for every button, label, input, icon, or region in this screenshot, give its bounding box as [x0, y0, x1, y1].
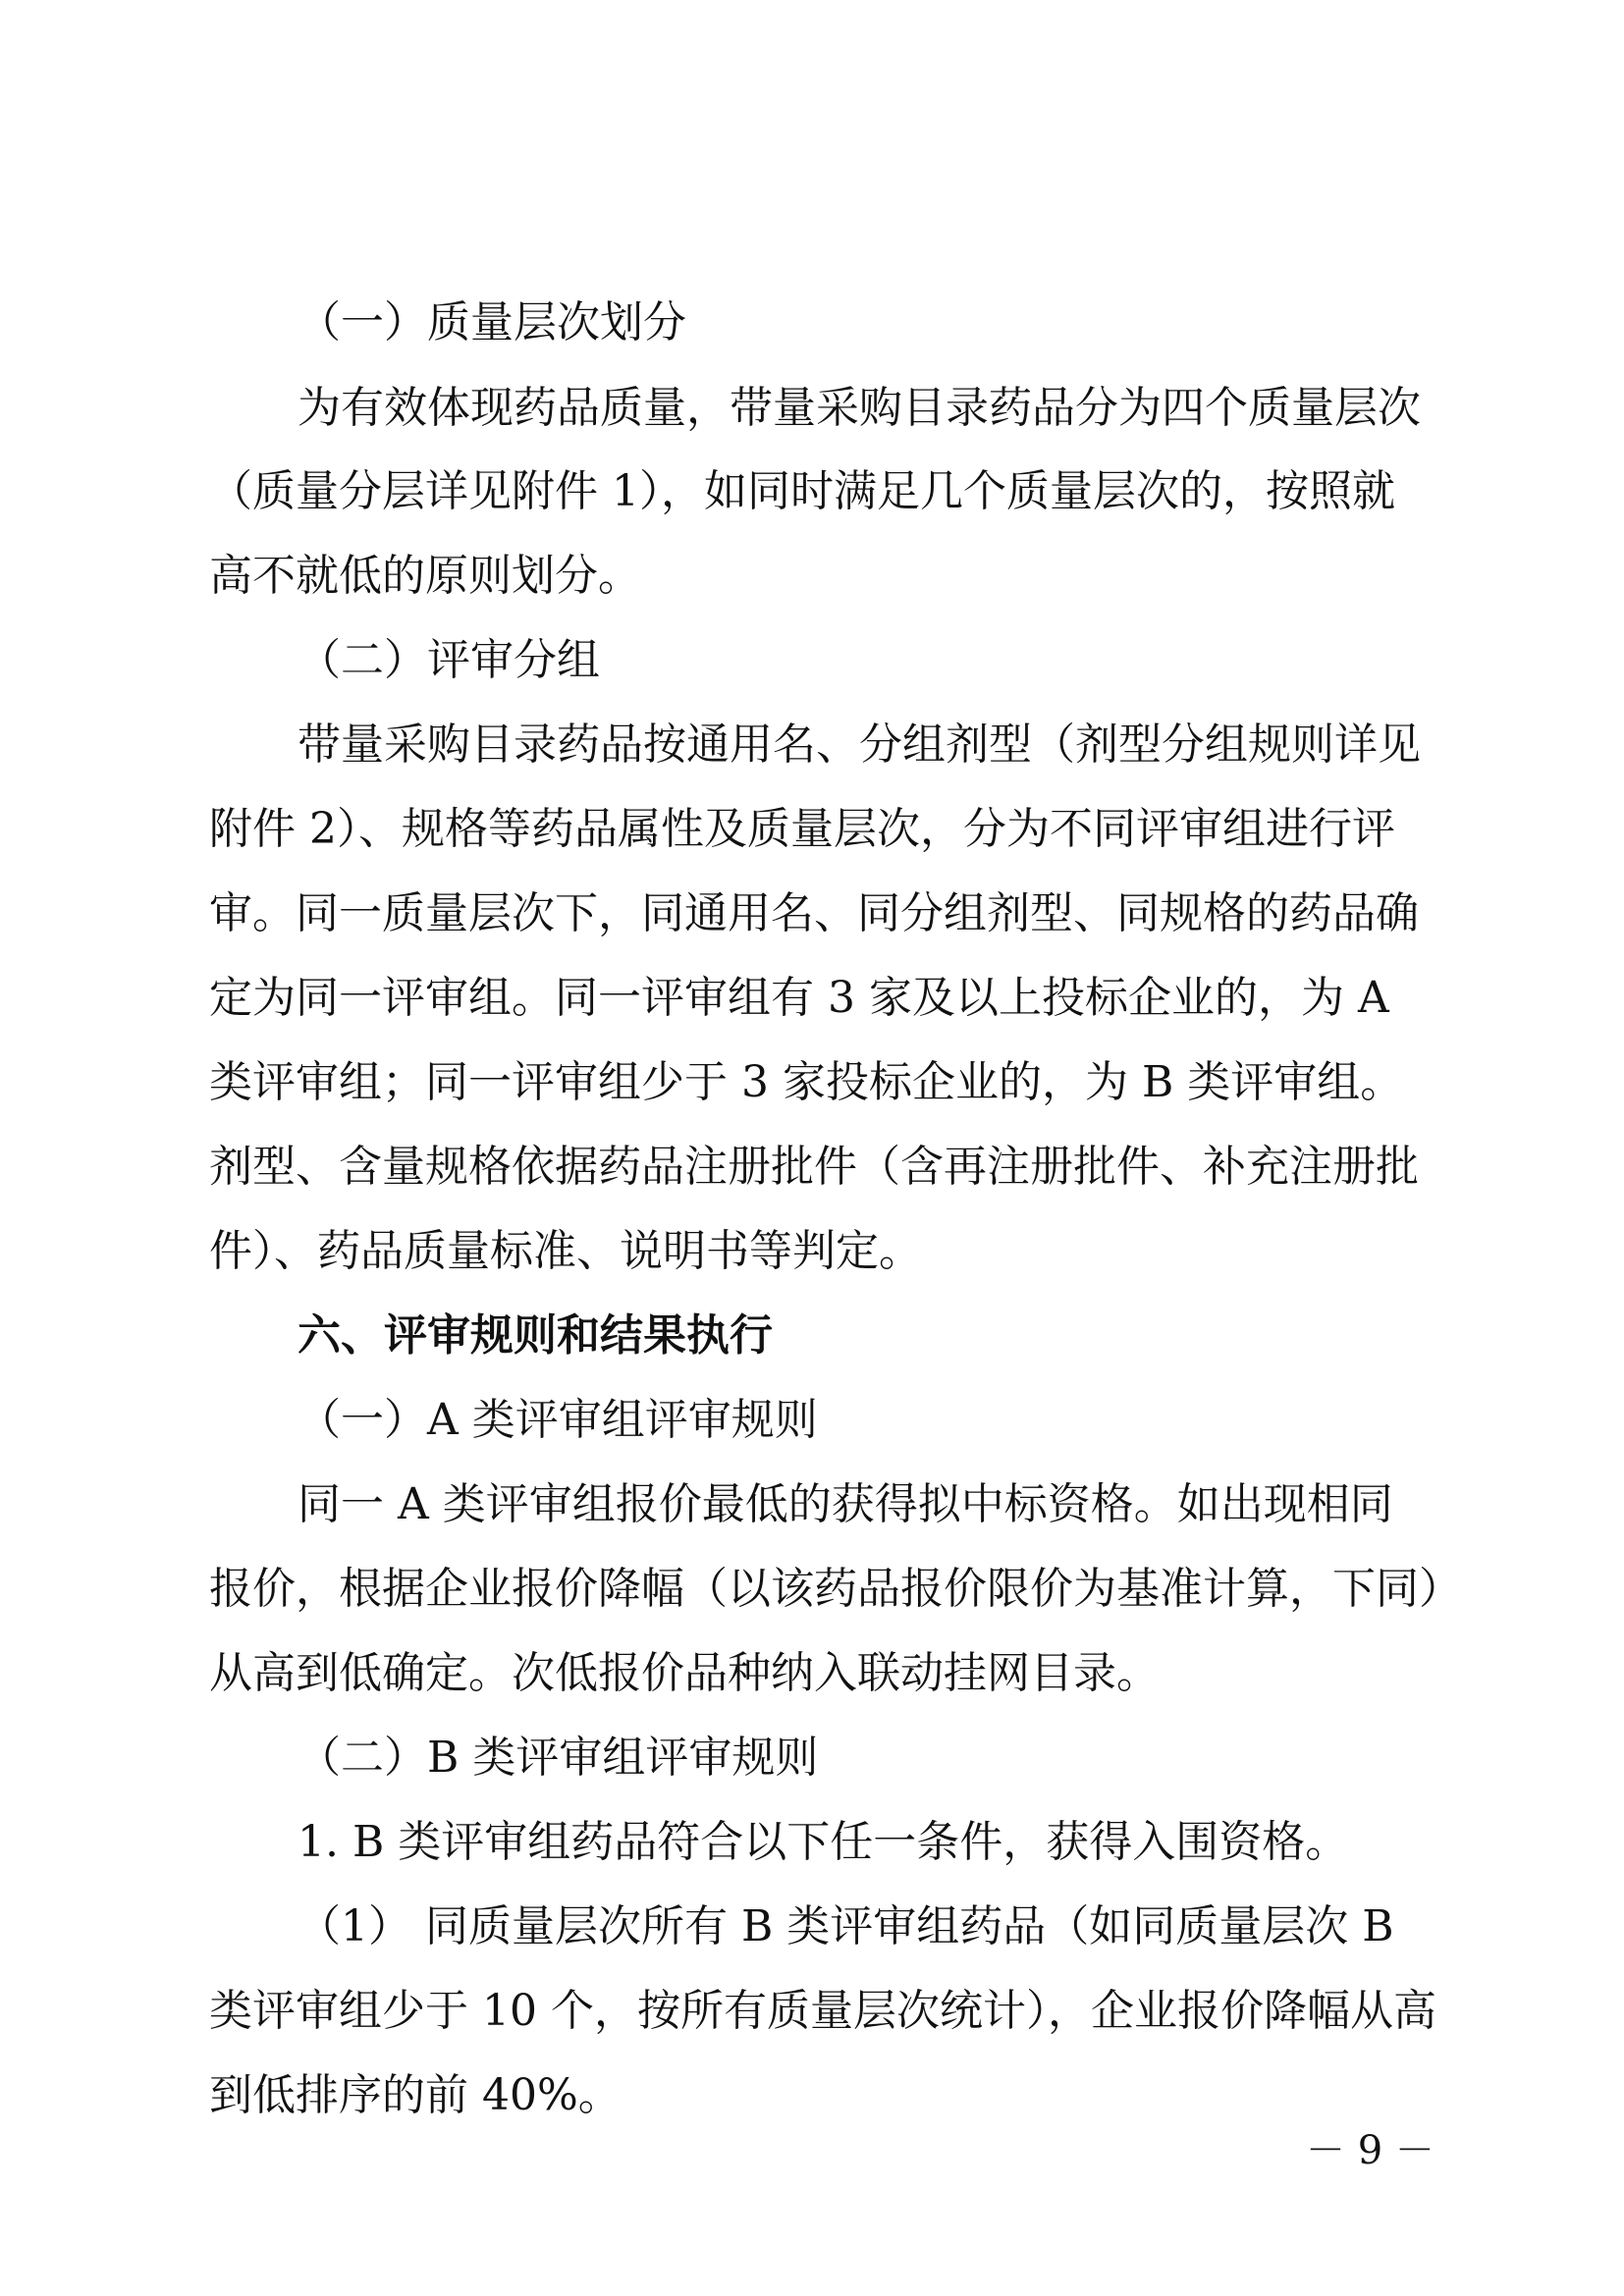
paragraph-line	[209, 1224, 1624, 1279]
line-text: 报价，根据企业报价降幅（以该药品报价限价为基准计算，下同）	[209, 1564, 1462, 1614]
paragraph-line	[298, 1815, 1624, 1870]
paragraph-line	[209, 802, 1624, 857]
paragraph-line	[298, 381, 1624, 436]
paragraph-line	[298, 718, 1624, 773]
subheading-review-groups	[298, 633, 1624, 688]
paragraph-line	[209, 2068, 1624, 2123]
line-text: 定为同一评审组。同一评审组有 3 家及以上投标企业的，为 A	[209, 973, 1389, 1023]
line-text: 剂型、含量规格依据药品注册批件（含再注册批件、补充注册批	[209, 1142, 1419, 1192]
line-text: 件）、药品质量标准、说明书等判定。	[209, 1226, 922, 1276]
paragraph-line	[209, 1984, 1624, 2039]
paragraph-line	[209, 1562, 1624, 1617]
line-text: 到低排序的前 40%。	[209, 2070, 622, 2120]
line-text: （1） 同质量层次所有 B 类评审组药品（如同质量层次 B	[298, 1901, 1394, 1951]
paragraph-line	[298, 1477, 1624, 1532]
paragraph-line	[209, 971, 1624, 1026]
subheading-quality-levels	[298, 295, 1624, 350]
line-text: 为有效体现药品质量，带量采购目录药品分为四个质量层次	[298, 383, 1421, 433]
paragraph-line	[209, 1055, 1624, 1110]
line-text: 类评审组少于 10 个，按所有质量层次统计），企业报价降幅从高	[209, 1986, 1436, 2036]
line-text: （二）B 类评审组评审规则	[298, 1733, 819, 1783]
paragraph-line	[209, 549, 1624, 604]
page-number: － 9 －	[1306, 2128, 1435, 2173]
line-text: 1. B 类评审组药品符合以下任一条件，获得入围资格。	[298, 1817, 1349, 1867]
subheading-b-class-rules	[298, 1731, 1624, 1786]
paragraph-line	[209, 886, 1624, 941]
line-text: 从高到低确定。次低报价品种纳入联动挂网目录。	[209, 1648, 1160, 1698]
subheading-a-class-rules	[298, 1393, 1624, 1448]
line-text: （质量分层详见附件 1），如同时满足几个质量层次的，按照就	[209, 466, 1395, 516]
section-heading	[298, 1308, 1624, 1363]
paragraph-line	[209, 464, 1624, 519]
paragraph-line	[209, 1646, 1624, 1701]
line-text: 审。同一质量层次下，同通用名、同分组剂型、同规格的药品确	[209, 888, 1419, 938]
line-text: 带量采购目录药品按通用名、分组剂型（剂型分组规则详见	[298, 720, 1421, 770]
line-text: 六、评审规则和结果执行	[298, 1310, 773, 1361]
line-text: 类评审组；同一评审组少于 3 家投标企业的，为 B 类评审组。	[209, 1057, 1404, 1107]
paragraph-line	[209, 1140, 1624, 1195]
line-text: （一）A 类评审组评审规则	[298, 1395, 818, 1445]
line-text: 高不就低的原则划分。	[209, 551, 641, 601]
line-text: 附件 2）、规格等药品属性及质量层次，分为不同评审组进行评	[209, 804, 1395, 854]
paragraph-line	[298, 1899, 1624, 1954]
line-text: （二）评审分组	[298, 635, 600, 685]
line-text: （一）质量层次划分	[298, 297, 686, 347]
line-text: 同一 A 类评审组报价最低的获得拟中标资格。如出现相同	[298, 1479, 1393, 1529]
